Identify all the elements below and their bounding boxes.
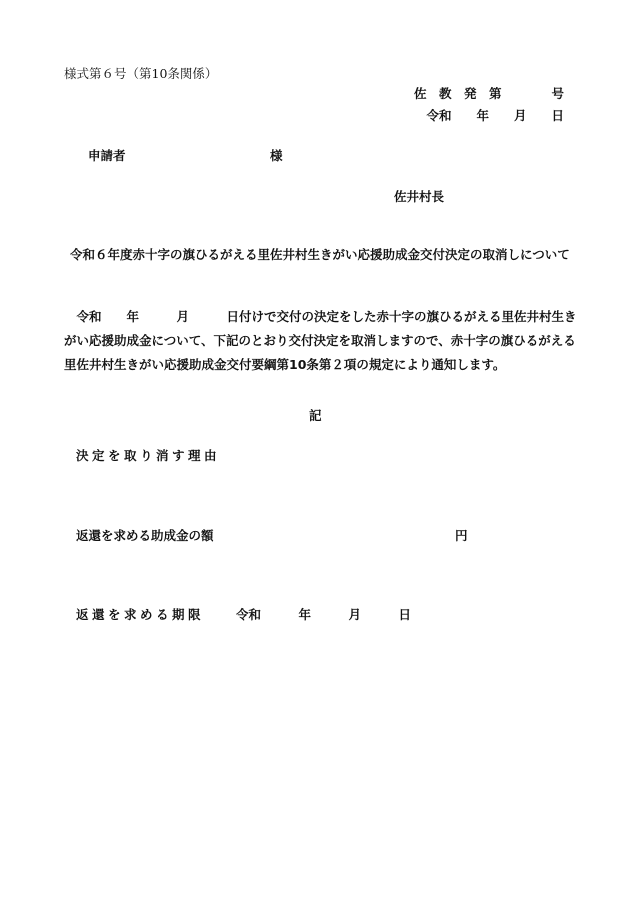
reason-label: 決定を取り消す理由	[76, 448, 221, 463]
recipient-label: 申請者	[88, 148, 126, 163]
document-number: 佐 教 発 第 号	[413, 86, 564, 101]
recipient-honorific: 様	[270, 148, 283, 163]
deadline-date: 令和 年 月 日	[236, 607, 412, 622]
issuer-name: 佐井村長	[394, 189, 445, 204]
document-date: 令和 年 月 日	[426, 108, 564, 123]
body-paragraph: 令和 年 月 日付けで交付の決定をした赤十字の旗ひるがえる里佐井村生きがい応援助成金について、下記のとおり交付決定を取消しますので、赤十字の旗ひるがえる里佐井村生きがい応援助成金交付要綱第10条第２項の規定により通知します。	[64, 309, 577, 372]
amount-label: 返還を求める助成金の額	[76, 528, 214, 543]
form-number: 様式第６号（第10条関係）	[64, 66, 218, 81]
document-title: 令和６年度赤十字の旗ひるがえる里佐井村生きがい応援助成金交付決定の取消しについて	[70, 247, 570, 262]
ki-heading: 記	[309, 408, 322, 423]
deadline-label: 返還を求める期限	[76, 607, 205, 622]
amount-unit: 円	[455, 528, 468, 543]
